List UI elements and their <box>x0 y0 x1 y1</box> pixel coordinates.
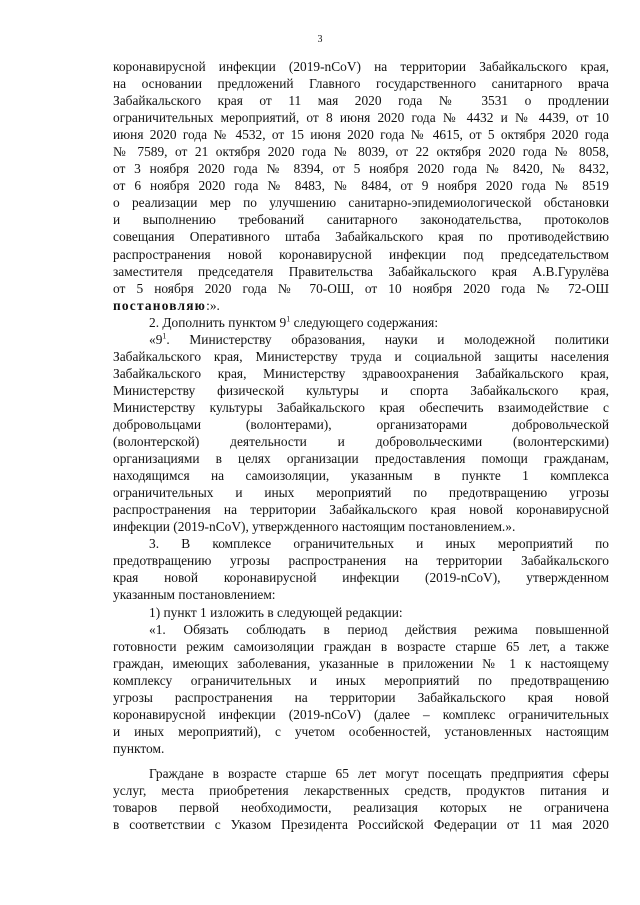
text-line: и выполнению требований санитарного законодательства, протоколов <box>113 212 609 228</box>
text-line: Министерству культуры Забайкальского края обеспечить взаимодействие с <box>113 399 609 415</box>
text-line: организациями в целях организации предоставления помощи гражданам, <box>113 451 609 467</box>
text-line: Министерству физической культуры и спорта Забайкальского края, <box>113 382 609 398</box>
text-line: предотвращению угрозы распространения на территории Забайкальского <box>113 553 609 569</box>
text-line: на основании предложений Главного государственного санитарного врача <box>113 76 609 92</box>
text-line: пунктом. <box>113 740 165 756</box>
text-line: комплексу ограничительных и иных мероприятий по предотвращению <box>113 672 609 688</box>
text-line: от 6 ноября 2020 года № 8483, № 8484, от 9 ноября 2020 года № 8519 <box>113 178 609 194</box>
text-line: июня 2020 года № 4532, от 15 июня 2020 года № 4615, от 5 октября 2020 года <box>113 127 609 143</box>
text-line: указанным постановлением: <box>113 587 276 603</box>
decree-word: постановляю <box>113 297 207 313</box>
text-line: совещания Оперативного штаба Забайкальского края по противодействию <box>113 229 609 245</box>
text-line: распространения на территории Забайкальского края новой коронавирусной <box>113 502 609 518</box>
text-line: ограничительных мероприятий, от 8 июня 2020 года № 4432 и № 4439, от 10 <box>113 110 609 126</box>
text-line: Граждане в возрасте старше 65 лет могут посещать предприятия сферы <box>149 765 609 781</box>
text-line: Забайкальского края, Министерству здравоохранения Забайкальского края, <box>113 365 609 381</box>
text-line: ограничительных и иных мероприятий по предотвращению угрозы <box>113 485 609 501</box>
text-line: края новой коронавирусной инфекции (2019-nCoV), утвержденном <box>113 570 609 586</box>
text-line: коронавирусной инфекции (2019-nCoV) (далее – комплекс ограничительных <box>113 706 609 722</box>
text-line: добровольцами (волонтерами), организаторами добровольческой <box>113 416 609 432</box>
item-9-1-line: «$9^1$. Министерству образования, науки и молодежной политики <box>149 331 609 347</box>
text-line: «1. Обязать соблюдать в период действия режима повышенной <box>149 621 609 637</box>
text-line: 1) пункт 1 изложить в следующей редакции: <box>149 604 403 620</box>
text-line: угрозы распространения на территории Забайкальского края новой <box>113 689 609 705</box>
text-line: услуг, места приобретения лекарственных средств, продуктов питания и <box>113 782 609 798</box>
text-line: граждан, имеющих заболевания, указанные в приложении № 1 к настоящему <box>113 655 609 671</box>
text-line: от 3 ноября 2020 года № 8394, от 5 ноября 2020 года № 8420, № 8432, <box>113 161 609 177</box>
text-line: коронавирусной инфекции (2019-nCoV) на территории Забайкальского края, <box>113 59 609 74</box>
text-line: Забайкальского края от 11 мая 2020 года № 3531 о продлении <box>113 93 609 109</box>
text-line: 3. В комплексе ограничительных и иных мероприятий по <box>149 536 609 552</box>
text-line: находящимся на самоизоляции, указанным в пункте 1 комплекса <box>113 468 609 484</box>
text-line: заместителя председателя Правительства Забайкальского края А.В.Гурулёва <box>113 263 609 279</box>
text-line: распространения новой коронавирусной инфекции под председательством <box>113 246 609 262</box>
text-line: инфекции (2019-nCoV), утвержденного настоящим постановлением.». <box>113 519 516 535</box>
text-line: и иных мероприятий), с учетом особенностей, установленных настоящим <box>113 723 609 739</box>
text-line: готовности режим самоизоляции граждан в возрасте старше 65 лет, а также <box>113 638 609 654</box>
text-line: от 5 ноября 2020 года № 70-ОШ, от 10 ноября 2020 года № 72-ОШ <box>113 280 609 296</box>
decree-line <box>113 297 609 314</box>
decree-tail: :». <box>206 297 220 313</box>
page-number: 3 <box>317 34 323 45</box>
text-line: Забайкальского края, Министерству труда и социальной защиты населения <box>113 348 609 364</box>
text-line: (волонтерской) деятельности и добровольческими (волонтерскими) <box>113 434 609 450</box>
text-line: товаров первой необходимости, реализация которых не ограничена <box>113 800 609 816</box>
text-line: о реализации мер по улучшению санитарно-эпидемиологической обстановки <box>113 195 609 211</box>
item-2-line: 2. Дополнить пунктом $9^1$ следующего содержания: <box>149 314 439 330</box>
text-line: в соответствии с Указом Президента Российской Федерации от 11 мая 2020 <box>113 817 609 833</box>
document-body <box>113 58 609 833</box>
superscript: 1 <box>286 314 291 324</box>
text-line: № 7589, от 21 октября 2020 года № 8039, от 22 октября 2020 года № 8058, <box>113 144 609 160</box>
superscript: 1 <box>162 331 167 341</box>
